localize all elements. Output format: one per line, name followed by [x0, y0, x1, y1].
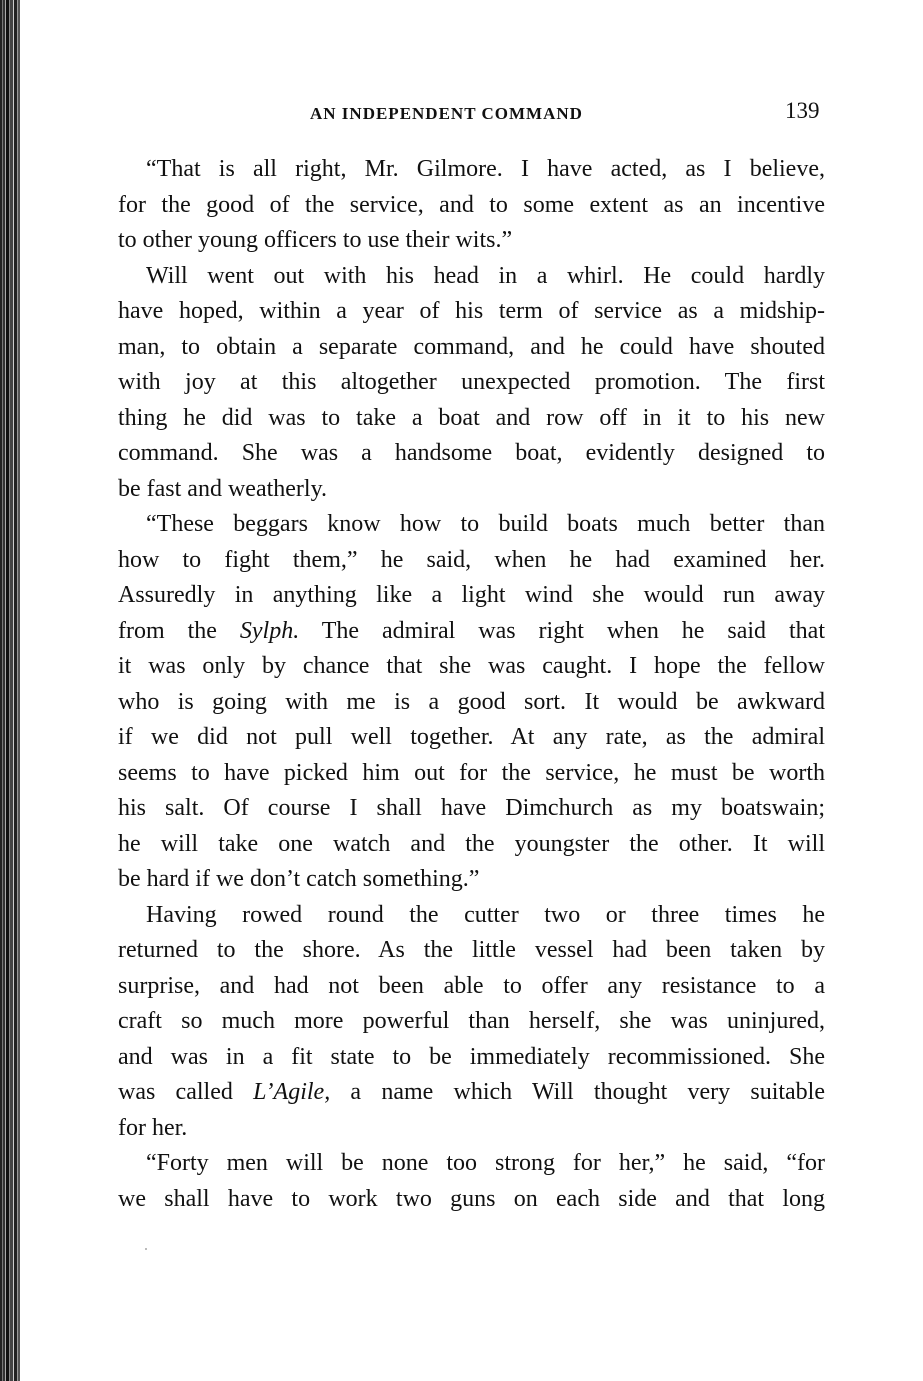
text-line	[118, 401, 825, 437]
scan-speck	[145, 1248, 147, 1250]
line-text: his salt. Of course I shall have Dimchurch as my boatswain;	[118, 795, 825, 821]
line-text: craft so much more powerful than herself, she was uninjured,	[118, 1008, 825, 1034]
italic-ship-name: L’Agile,	[253, 1079, 331, 1105]
line-text: be hard if we don’t catch something.”	[118, 866, 480, 892]
line-text: from the Sylph. The admiral was right when he said that	[118, 617, 825, 644]
book-binding-edge	[0, 0, 22, 1381]
line-text: Will went out with his head in a whirl. He could hardly	[146, 262, 825, 289]
text-line	[118, 1075, 825, 1111]
page-number: 139	[785, 98, 820, 123]
text-line	[118, 1040, 825, 1076]
text-line	[118, 649, 825, 685]
line-text: Assuredly in anything like a light wind she would run away	[118, 582, 825, 608]
line-text: thing he did was to take a boat and row off in it to his new	[118, 404, 825, 431]
line-text: have hoped, within a year of his term of service as a midship-	[118, 298, 825, 324]
line-text: and was in a fit state to be immediately recommissioned. She	[118, 1043, 825, 1070]
running-head: AN INDEPENDENT COMMAND	[310, 104, 583, 123]
text-line	[118, 614, 825, 650]
line-text: command. She was a handsome boat, evidently designed to	[118, 440, 825, 466]
text-line	[118, 685, 825, 721]
text-line	[118, 543, 825, 579]
text-line	[118, 898, 825, 934]
text-line	[118, 791, 825, 827]
text-line	[118, 330, 825, 366]
text-line	[118, 507, 825, 543]
line-text: “That is all right, Mr. Gilmore. I have acted, as I believe,	[146, 156, 825, 182]
body-text	[118, 152, 825, 1217]
text-line	[118, 294, 825, 330]
line-text: for her.	[118, 1114, 188, 1141]
line-text: was called L’Agile, a name which Will thought very suitable	[118, 1079, 825, 1105]
line-text: we shall have to work two guns on each side and that long	[118, 1185, 825, 1212]
text-line	[118, 188, 825, 224]
text-line	[118, 969, 825, 1005]
text-line	[118, 152, 825, 188]
text-line	[118, 1182, 825, 1218]
line-text: be fast and weatherly.	[118, 475, 328, 502]
text-line	[118, 1004, 825, 1040]
line-text: for the good of the service, and to some extent as an incentive	[118, 191, 825, 218]
line-text: how to fight them,” he said, when he had examined her.	[118, 546, 825, 573]
text-line	[118, 472, 825, 508]
line-text: to other young officers to use their wits.”	[118, 227, 513, 253]
line-text: he will take one watch and the youngster the other. It will	[118, 830, 825, 857]
line-text: who is going with me is a good sort. It would be awkward	[118, 688, 825, 715]
text-line	[118, 223, 825, 259]
text-line	[118, 933, 825, 969]
text-line	[118, 1111, 825, 1147]
text-line	[118, 862, 825, 898]
line-text: man, to obtain a separate command, and he could have shouted	[118, 333, 825, 360]
line-text: returned to the shore. As the little vessel had been taken by	[118, 937, 825, 963]
text-line	[118, 1146, 825, 1182]
text-line	[118, 436, 825, 472]
line-text: “These beggars know how to build boats much better than	[146, 511, 825, 537]
text-line	[118, 365, 825, 401]
line-text: surprise, and had not been able to offer any resistance to a	[118, 972, 825, 999]
line-text: Having rowed round the cutter two or three times he	[146, 901, 825, 928]
line-text: if we did not pull well together. At any rate, as the admiral	[118, 724, 825, 750]
line-text: with joy at this altogether unexpected promotion. The first	[118, 369, 825, 395]
italic-ship-name: Sylph.	[239, 617, 300, 644]
text-line	[118, 259, 825, 295]
text-line	[118, 720, 825, 756]
line-text: “Forty men will be none too strong for her,” he said, “for	[146, 1150, 825, 1176]
text-line	[118, 827, 825, 863]
text-line	[118, 578, 825, 614]
line-text: seems to have picked him out for the service, he must be worth	[118, 759, 825, 786]
line-text: it was only by chance that she was caught. I hope the fellow	[118, 653, 825, 679]
text-line	[118, 756, 825, 792]
